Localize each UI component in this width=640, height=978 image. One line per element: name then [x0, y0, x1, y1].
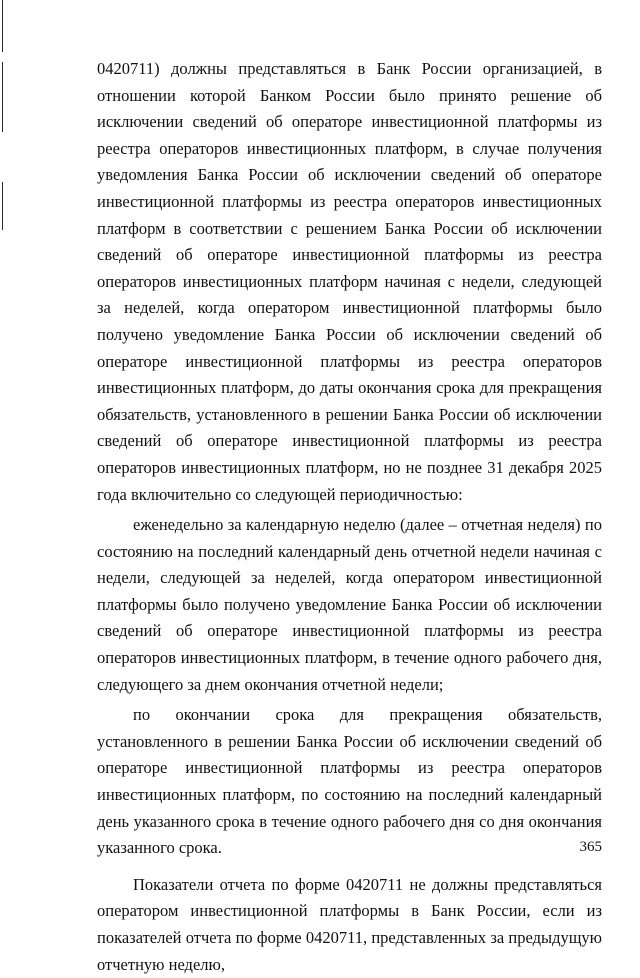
page-number: 365 [579, 839, 602, 855]
document-body [97, 56, 602, 978]
scan-edge-line [2, 62, 3, 132]
paragraph-term-end: по окончании срока для прекращения обязательств, установленного в решении Банка России об исключении сведений об операторе инвестиционной платформы из реестра операторов инвестиционных платформ, по состоянию на последний календарный день указанного срока в течение одного рабочего дня со дня окончания указанного срока. [97, 705, 602, 858]
paragraph-weekly: еженедельно за календарную неделю (далее – отчетная неделя) по состоянию на последний календарный день отчетной недели начиная с недели, следующей за неделей, когда оператором инвестиционной платформы было получено уведомление Банка России об исключении сведений об операторе инвестиционной платформы из реестра операторов инвестиционных платформ, в течение одного рабочего дня, следующего за днем окончания отчетной недели; [97, 515, 602, 694]
scan-edge-line [2, 182, 3, 230]
scan-edge-line [2, 0, 3, 52]
paragraph-continuation: 0420711) должны представляться в Банк России организацией, в отношении которой Банком России было принято решение об исключении сведений об операторе инвестиционной платформы из реестра операторов инвестиционных платформ, в случае получения уведомления Банка России об исключении сведений об операторе инвестиционной платформы из реестра операторов инвестиционных платформ в соответствии с решением Банка России об исключении сведений об операторе инвестиционной платформы из реестра операторов инвестиционных платформ начиная с недели, следующей за неделей, когда оператором инвестиционной платформы было получено уведомление Банка России об исключении сведений об операторе инвестиционной платформы из реестра операторов инвестиционных платформ, до даты окончания срока для прекращения обязательств, установленного в решении Банка России об исключении сведений об операторе инвестиционной платформы из реестра операторов инвестиционных платформ, но не позднее 31 декабря 2025 года включительно со следующей периодичностью: [97, 59, 602, 504]
paragraph-indicators: Показатели отчета по форме 0420711 не должны представляться оператором инвестиционной платформы в Банк России, если из показателей отчета по форме 0420711, представленных за предыдущую отчетную неделю, [97, 874, 602, 974]
